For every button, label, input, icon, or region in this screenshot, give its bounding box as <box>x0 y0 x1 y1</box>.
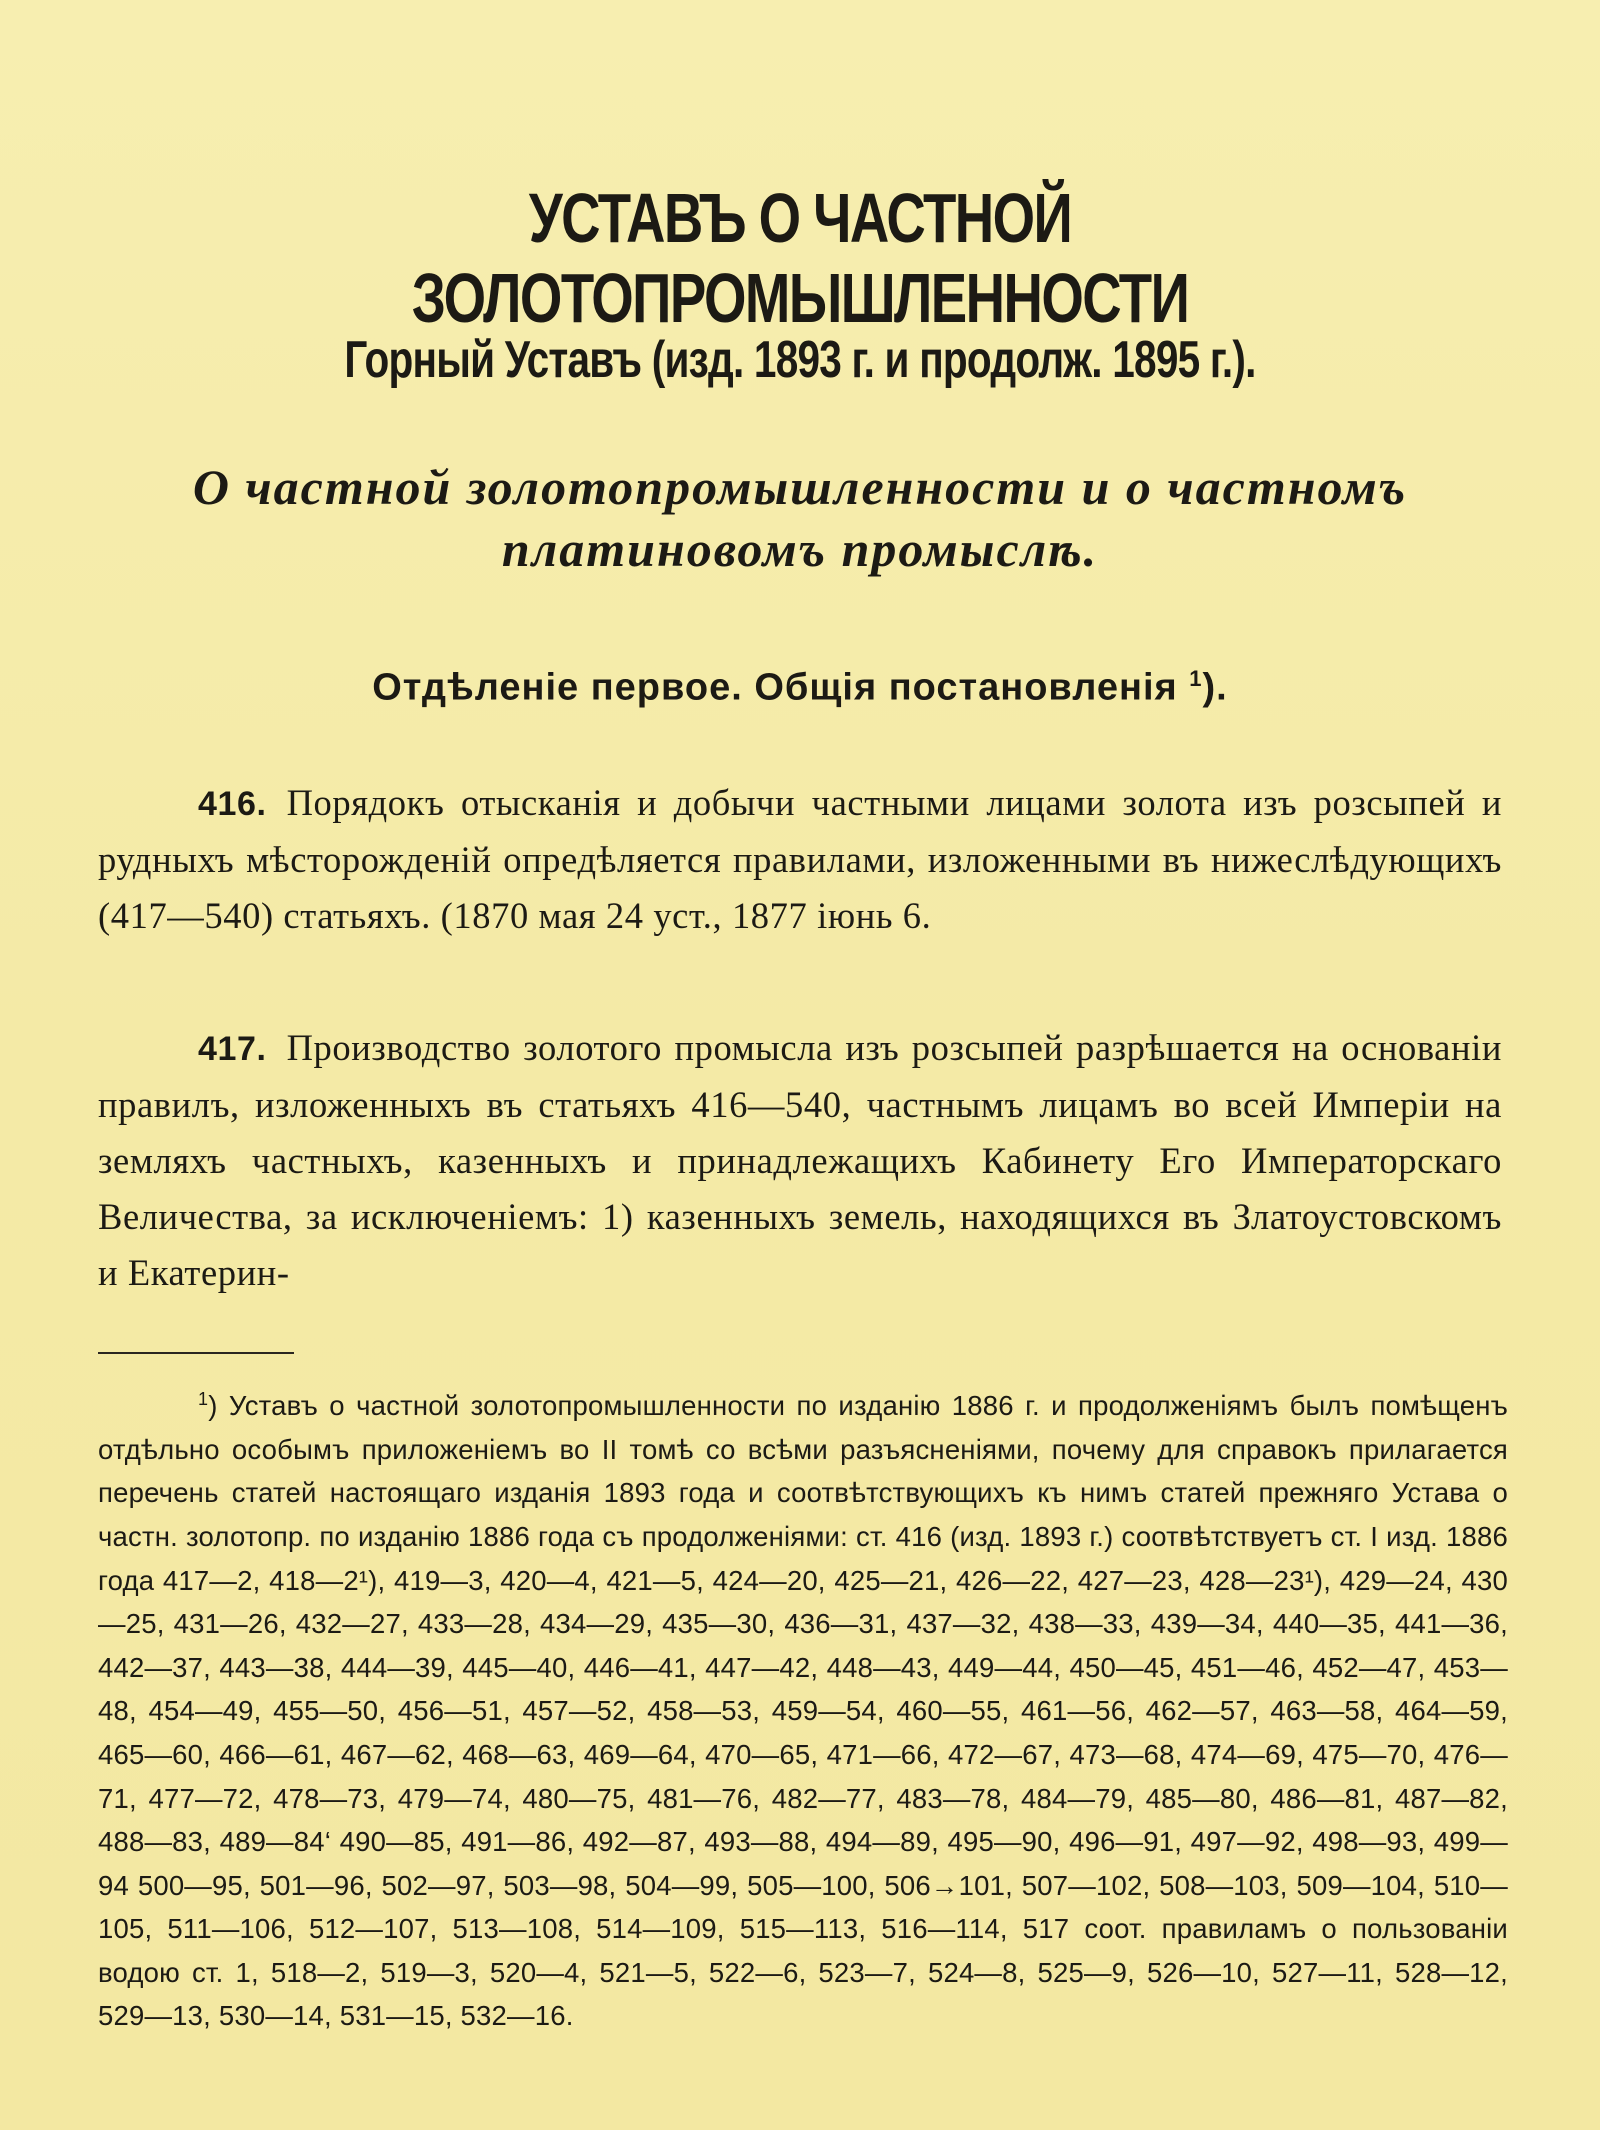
article-text: Порядокъ отысканія и добычи частными лицами золота изъ розсыпей и рудныхъ мѣсторожденій опредѣляется правилами, изложенными въ нижеслѣдующихъ (417—540) статьяхъ. (1870 мая 24 уст., 1877 іюнь 6. <box>98 782 1502 936</box>
article-text: Производство золотого промысла изъ розсыпей разрѣшается на основаніи правилъ, изложенныхъ въ статьяхъ 416—540, частнымъ лицамъ во всей Имперіи на земляхъ частныхъ, казенныхъ и принадлежащихъ Кабинету Его Императорскаго Величества, за исключеніемъ: 1) казенныхъ земель, находящихся въ Златоустовскомъ и Екатерин- <box>98 1027 1502 1293</box>
section-heading-tail: ). <box>1202 666 1228 709</box>
document-title: УСТАВЪ О ЧАСТНОЙ ЗОЛОТОПРОМЫШЛЕННОСТИ <box>411 179 1189 337</box>
footnote <box>98 1378 1508 2038</box>
chapter-title: О частной золотопромышленности и о частномъ платиновомъ промыслѣ. <box>192 459 1408 577</box>
section-heading-text: Отдѣленіе первое. Общія постановленія <box>372 666 1178 709</box>
footnote-text: ) Уставъ о частной золотопромышленности по изданію 1886 г. и продолженіямъ былъ помѣщенъ отдѣльно особымъ приложеніемъ во II томѣ со всѣми разъясненіями, почему для справокъ прилагается перечень статей настоящаго изданія 1893 года и соотвѣтствующихъ къ нимъ статей прежняго Устава о частн. золотопр. по изданію 1886 года съ продолженіями: ст. 416 (изд. 1893 г.) соотвѣтствуетъ ст. I изд. 1886 года 417—2, 418—2¹), 419—3, 420—4, 421—5, 424—20, 425—21, 426—22, 427—23, 428—23¹), 429—24, 430—25, 431—26, 432—27, 433—28, 434—29, 435—30, 436—31, 437—32, 438—33, 439—34, 440—35, 441—36, 442—37, 443—38, 444—39, 445—40, 446—41, 447—42, 448—43, 449—44, 450—45, 451—46, 452—47, 453—48, 454—49, 455—50, 456—51, 457—52, 458—53, 459—54, 460—55, 461—56, 462—57, 463—58, 464—59, 465—60, 466—61, 467—62, 468—63, 469—64, 470—65, 471—66, 472—67, 473—68, 474—69, 475—70, 476—71, 477—72, 478—73, 479—74, 480—75, 481—76, 482—77, 483—78, 484—79, 485—80, 486—81, 487—82, 488—83, 489—84‘ 490—85, 491—86, 492—87, 493—88, 494—89, 495—90, 496—91, 497—92, 498—93, 499—94 500—95, 501—96, 502—97, 503—98, 504—99, 505—100, 506→101, 507—102, 508—103, 509—104, 510—105, 511—106, 512—107, 513—108, 514—109, 515—113, 516—114, 517 соот. правиламъ о пользованіи водою ст. 1, 518—2, 519—3, 520—4, 521—5, 522—6, 523—7, 524—8, 525—9, 526—10, 527—11, 528—12, 529—13, 530—14, 531—15, 532—16. <box>98 1390 1508 2032</box>
footnote-divider <box>98 1352 294 1354</box>
article-number: 416. <box>198 785 267 823</box>
document-subtitle: Горный Уставъ (изд. 1893 г. и продолж. 1895 г.). <box>344 331 1256 389</box>
article-416 <box>98 775 1502 944</box>
footnote-mark: 1 <box>198 1389 209 1409</box>
article-417 <box>98 1020 1502 1301</box>
article-number: 417. <box>198 1030 267 1068</box>
section-footnote-mark: 1 <box>1189 666 1203 691</box>
section-heading <box>0 666 1600 710</box>
